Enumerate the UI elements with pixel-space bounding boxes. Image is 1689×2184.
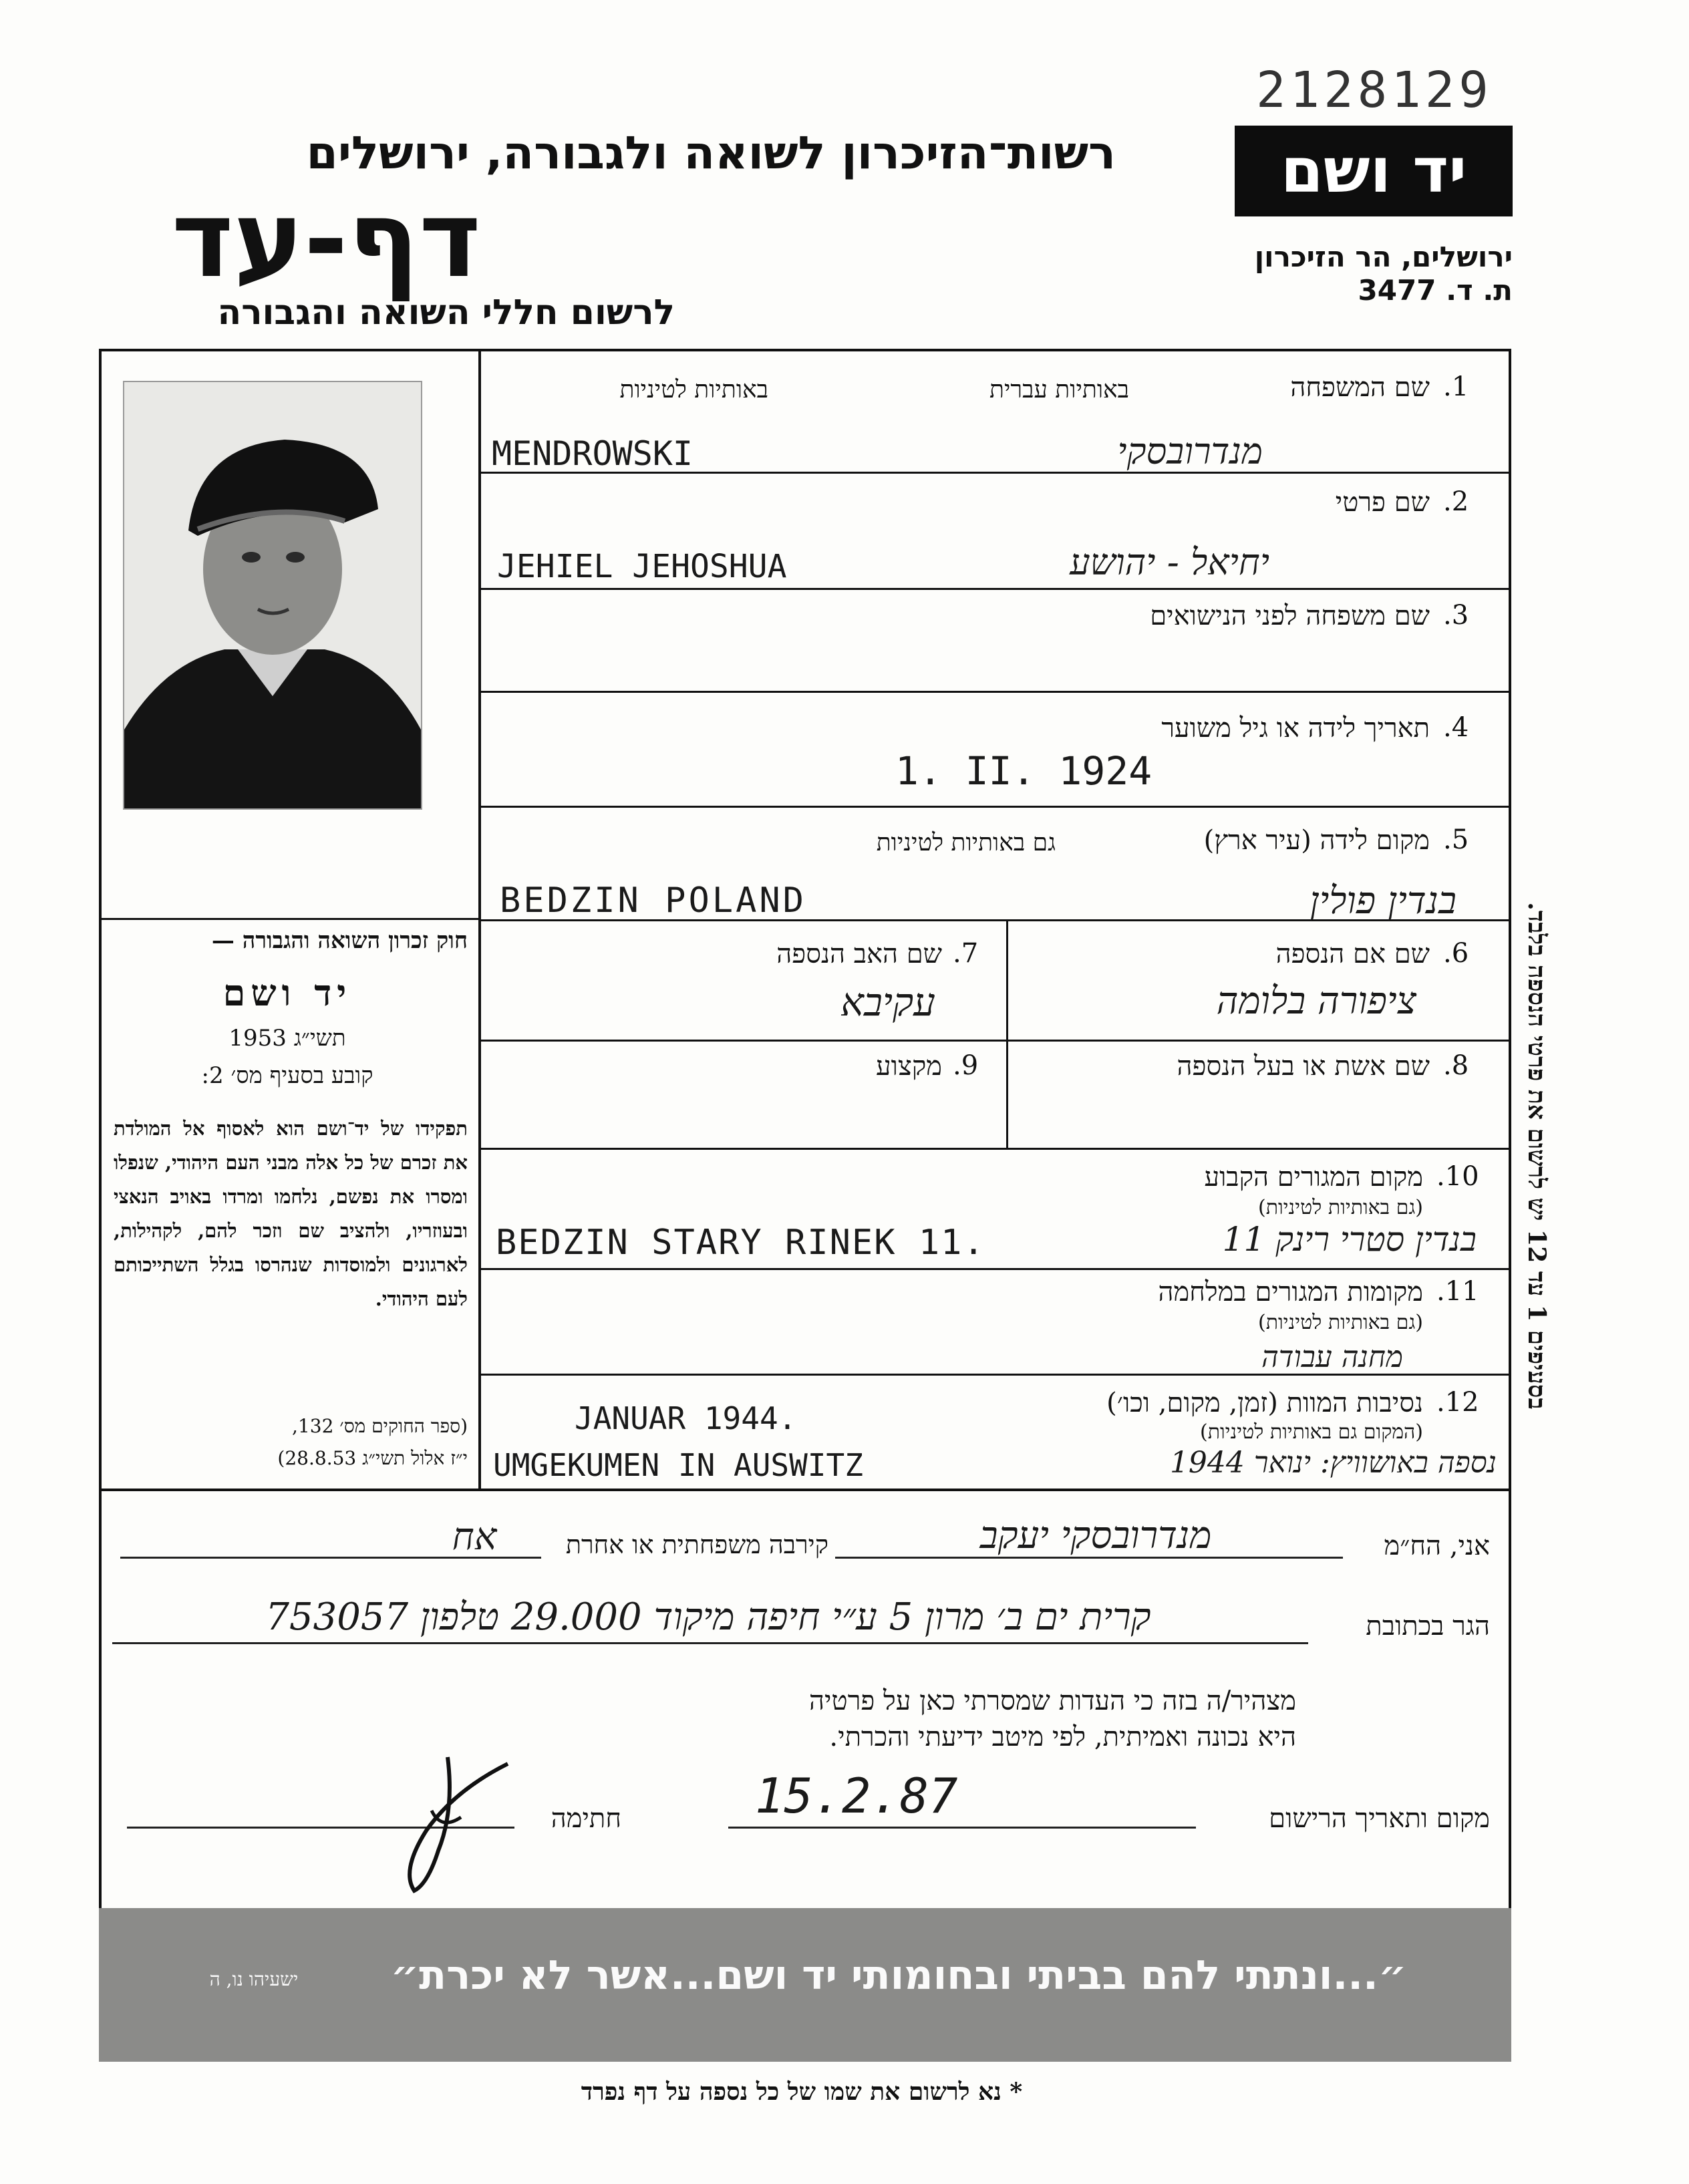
field-3-label: שם משפחה לפני הנישואים <box>1150 601 1430 631</box>
field-1-value-hebrew: מנדרובסקי <box>1117 430 1263 472</box>
field-12-sub: (המקום גם באותיות לטיניות) <box>1199 1420 1423 1444</box>
field-12-value-hebrew: נספה באושוויץ: ינואר 1944 <box>1169 1446 1497 1480</box>
field-1-value-latin: MENDROWSKI <box>492 434 694 473</box>
victim-photo <box>123 381 422 810</box>
field-2-label: שם פרטי <box>1335 487 1430 518</box>
address-line-2: ת. ד. 3477 <box>1358 274 1513 307</box>
row-rule-6 <box>481 1040 1511 1042</box>
field-2-value-hebrew: יחיאל - יהושע <box>1070 541 1269 583</box>
field-8-label: שם אשת או בעל הנספה <box>1177 1051 1430 1082</box>
field-12-value-latin: UMGEKUMEN IN AUSWITZ <box>493 1447 863 1483</box>
field-1-number: 1. <box>1443 371 1469 402</box>
field-5-number: 5. <box>1443 824 1469 855</box>
yad-vashem-logo <box>1235 126 1513 216</box>
field-1-latin-col: באותיות לטיניות <box>619 376 768 404</box>
declarant-value: מנדרובסקי יעקב <box>979 1514 1212 1557</box>
field-10-label: מקום המגורים הקבוע <box>1204 1162 1423 1193</box>
field-12-value-date: JANUAR 1944. <box>575 1400 797 1436</box>
field-6-label: שם אם הנספה <box>1275 939 1430 969</box>
place-date-line <box>728 1827 1196 1829</box>
field-10-number: 10. <box>1436 1161 1479 1192</box>
logo-text: יד ושם <box>1280 135 1467 206</box>
law-heading: חוק זכרון השואה והגבורה — <box>211 927 468 954</box>
field-10-value-hebrew: בנדין סטרי רינק 11 <box>1222 1220 1477 1259</box>
field-4-value: 1. II. 1924 <box>895 748 1153 794</box>
place-date-label: מקום ותאריך הרישום <box>1269 1803 1490 1834</box>
field-5-value-hebrew: בנדין פולין <box>1310 879 1456 923</box>
footer-note: * נא לרשום את שמו של כל נספה על דף נפרד <box>581 2078 1023 2106</box>
relation-label: קירבה משפחתית או אחרת <box>565 1530 828 1559</box>
address-line <box>112 1642 1308 1644</box>
row-rule-2 <box>481 588 1511 590</box>
law-year: תשי״ג 1953 <box>228 1025 346 1052</box>
field-6-number: 6. <box>1443 938 1469 969</box>
field-12-label: נסיבות המוות (זמן, מקום, וכו׳) <box>1106 1388 1423 1418</box>
authority-title: רשות־הזיכרון לשואה ולגבורה, ירושלים <box>306 127 1116 180</box>
field-11-sub: (גם באותיות לטיניות) <box>1258 1311 1423 1334</box>
signature-mark <box>374 1737 534 1897</box>
address-line-1: ירושלים, הר הזיכרון <box>1254 241 1513 273</box>
law-reference-2: י״ז אלול תשי״ג 28.8.53) <box>277 1447 468 1469</box>
banner-source: ישעיהו נו, ה <box>209 1968 299 1990</box>
banner-quote: ״...ונתתי להם בביתי ובחומותי יד ושם...אשר לא יכרת״ <box>390 1952 1407 1999</box>
field-8-number: 8. <box>1443 1050 1469 1081</box>
law-box-top-rule <box>99 918 481 920</box>
law-reference-1: (ספר החוקים מס׳ 132, <box>292 1415 468 1437</box>
document-number: 2128129 <box>1256 61 1493 119</box>
law-section: קובע בסעיף מס׳ 2: <box>201 1062 373 1089</box>
field-11-number: 11. <box>1436 1276 1479 1307</box>
row-rule-8 <box>481 1268 1511 1270</box>
field-9-number: 9. <box>953 1050 979 1081</box>
law-name: יד ושם <box>222 971 352 1014</box>
row-rule-4 <box>481 806 1511 808</box>
field-12-number: 12. <box>1436 1387 1479 1418</box>
field-6-value: ציפורה בלומה <box>1216 979 1416 1023</box>
address-value: קרית ים ב׳ מרון 5 ע״י חיפה מיקוד 29.000 טלפון 753057 <box>265 1595 1151 1639</box>
field-7-label: שם האב הנספה <box>776 939 942 969</box>
field-1-label: שם המשפחה <box>1290 372 1430 403</box>
signature-label: חתימה <box>551 1803 621 1834</box>
declarant-label: אני, הח״מ <box>1384 1531 1490 1561</box>
place-date-value: 15.2.87 <box>755 1768 958 1824</box>
form-subtitle: לרשום חללי השואה והגבורה <box>217 293 675 333</box>
middle-divider <box>1006 919 1008 1148</box>
law-text: תפקידו של יד־ושם הוא לאסוף אל המולדת את זכרם של כל אלה מבני העם היהודי, שנפלו ומסרו את נפשם, נלחמו ומרדו באויב הנאצי ובעוזריו, ולהציב שם וזכר להם, לקהילות, לארגונים ולמוסדות שנהרסו בגלל השתייכותם לעם היהודי. <box>114 1117 468 1310</box>
field-11-value: מחנה עבודה <box>1261 1340 1403 1374</box>
field-5-label: מקום לידה (עיר ארץ) <box>1203 825 1430 856</box>
field-7-value: עקיבא <box>840 979 935 1025</box>
field-5-latin-col: גם באותיות לטיניות <box>876 829 1056 856</box>
row-rule-3 <box>481 691 1511 693</box>
field-10-sub: (גם באותיות לטיניות) <box>1258 1196 1423 1219</box>
field-10-value-latin: BEDZIN STARY RINEK 11. <box>496 1223 985 1263</box>
photo-image <box>124 382 421 808</box>
field-7-number: 7. <box>953 938 979 969</box>
field-3-number: 3. <box>1443 600 1469 631</box>
field-2-value-latin: JEHIEL JEHOSHUA <box>497 548 787 585</box>
form-title: דף-עד <box>171 178 481 301</box>
side-note: בסעיפים 1 עד 12 יש לרשום את פרטי הנספה בלבד. <box>1523 902 1551 1410</box>
relation-value: אח <box>452 1515 497 1559</box>
statement-line-2: היא נכונה ואמיתית, לפי מיטב ידיעתי והכרתי. <box>829 1722 1296 1752</box>
section-divider <box>99 1489 1511 1491</box>
field-11-label: מקומות המגורים במלחמה <box>1158 1277 1423 1307</box>
field-9-label: מקצוע <box>876 1051 942 1082</box>
field-2-number: 2. <box>1443 486 1469 517</box>
address-label: הגר בכתובת <box>1366 1611 1490 1642</box>
statement-line-1: מצהיר/ה בזה כי העדות שמסרתי כאן על פרטיה <box>809 1686 1296 1716</box>
field-4-label: תאריך לידה או גיל משוער <box>1161 713 1430 744</box>
row-rule-7 <box>481 1148 1511 1150</box>
field-5-value-latin: BEDZIN POLAND <box>500 881 806 921</box>
field-4-number: 4. <box>1443 712 1469 743</box>
field-1-hebrew-col: באותיות עברית <box>989 376 1129 404</box>
